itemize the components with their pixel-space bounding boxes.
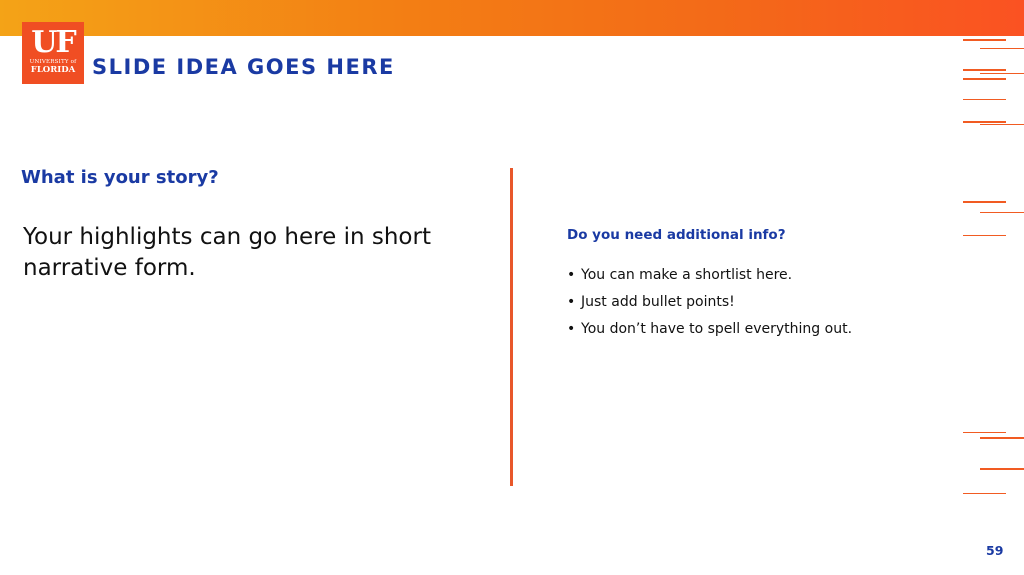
decorative-line xyxy=(980,212,1024,213)
decorative-line xyxy=(980,468,1024,470)
decorative-line xyxy=(963,201,1006,203)
decorative-line xyxy=(963,39,1006,41)
decorative-line xyxy=(963,69,1006,71)
decorative-line xyxy=(980,124,1024,125)
decorative-line xyxy=(963,99,1006,100)
decorative-line xyxy=(980,48,1024,49)
decorative-line xyxy=(963,432,1006,433)
top-gradient-bar xyxy=(0,0,1024,36)
decorative-line xyxy=(980,73,1024,74)
decorative-line xyxy=(980,437,1024,439)
bullet-item: • You don’t have to spell everything out. xyxy=(567,316,852,343)
bullet-list xyxy=(567,262,852,343)
column-divider xyxy=(510,168,513,486)
bullet-item: • You can make a shortlist here. xyxy=(567,262,852,289)
page-number: 59 xyxy=(986,543,1004,558)
logo-university-text: UNIVERSITY of xyxy=(29,59,77,65)
left-heading: What is your story? xyxy=(21,167,219,188)
slide-title: SLIDE IDEA GOES HERE xyxy=(92,55,395,79)
decorative-line xyxy=(963,78,1006,80)
logo-florida-text: FLORIDA xyxy=(30,65,76,75)
narrative-text: Your highlights can go here in short narrative form. xyxy=(23,224,431,281)
bullet-item: • Just add bullet points! xyxy=(567,289,852,316)
uf-logo xyxy=(22,22,84,84)
decorative-line xyxy=(963,493,1006,494)
logo-mark: UF xyxy=(31,25,75,60)
right-heading: Do you need additional info? xyxy=(567,227,786,243)
decorative-line xyxy=(963,121,1006,123)
decorative-line xyxy=(963,235,1006,236)
